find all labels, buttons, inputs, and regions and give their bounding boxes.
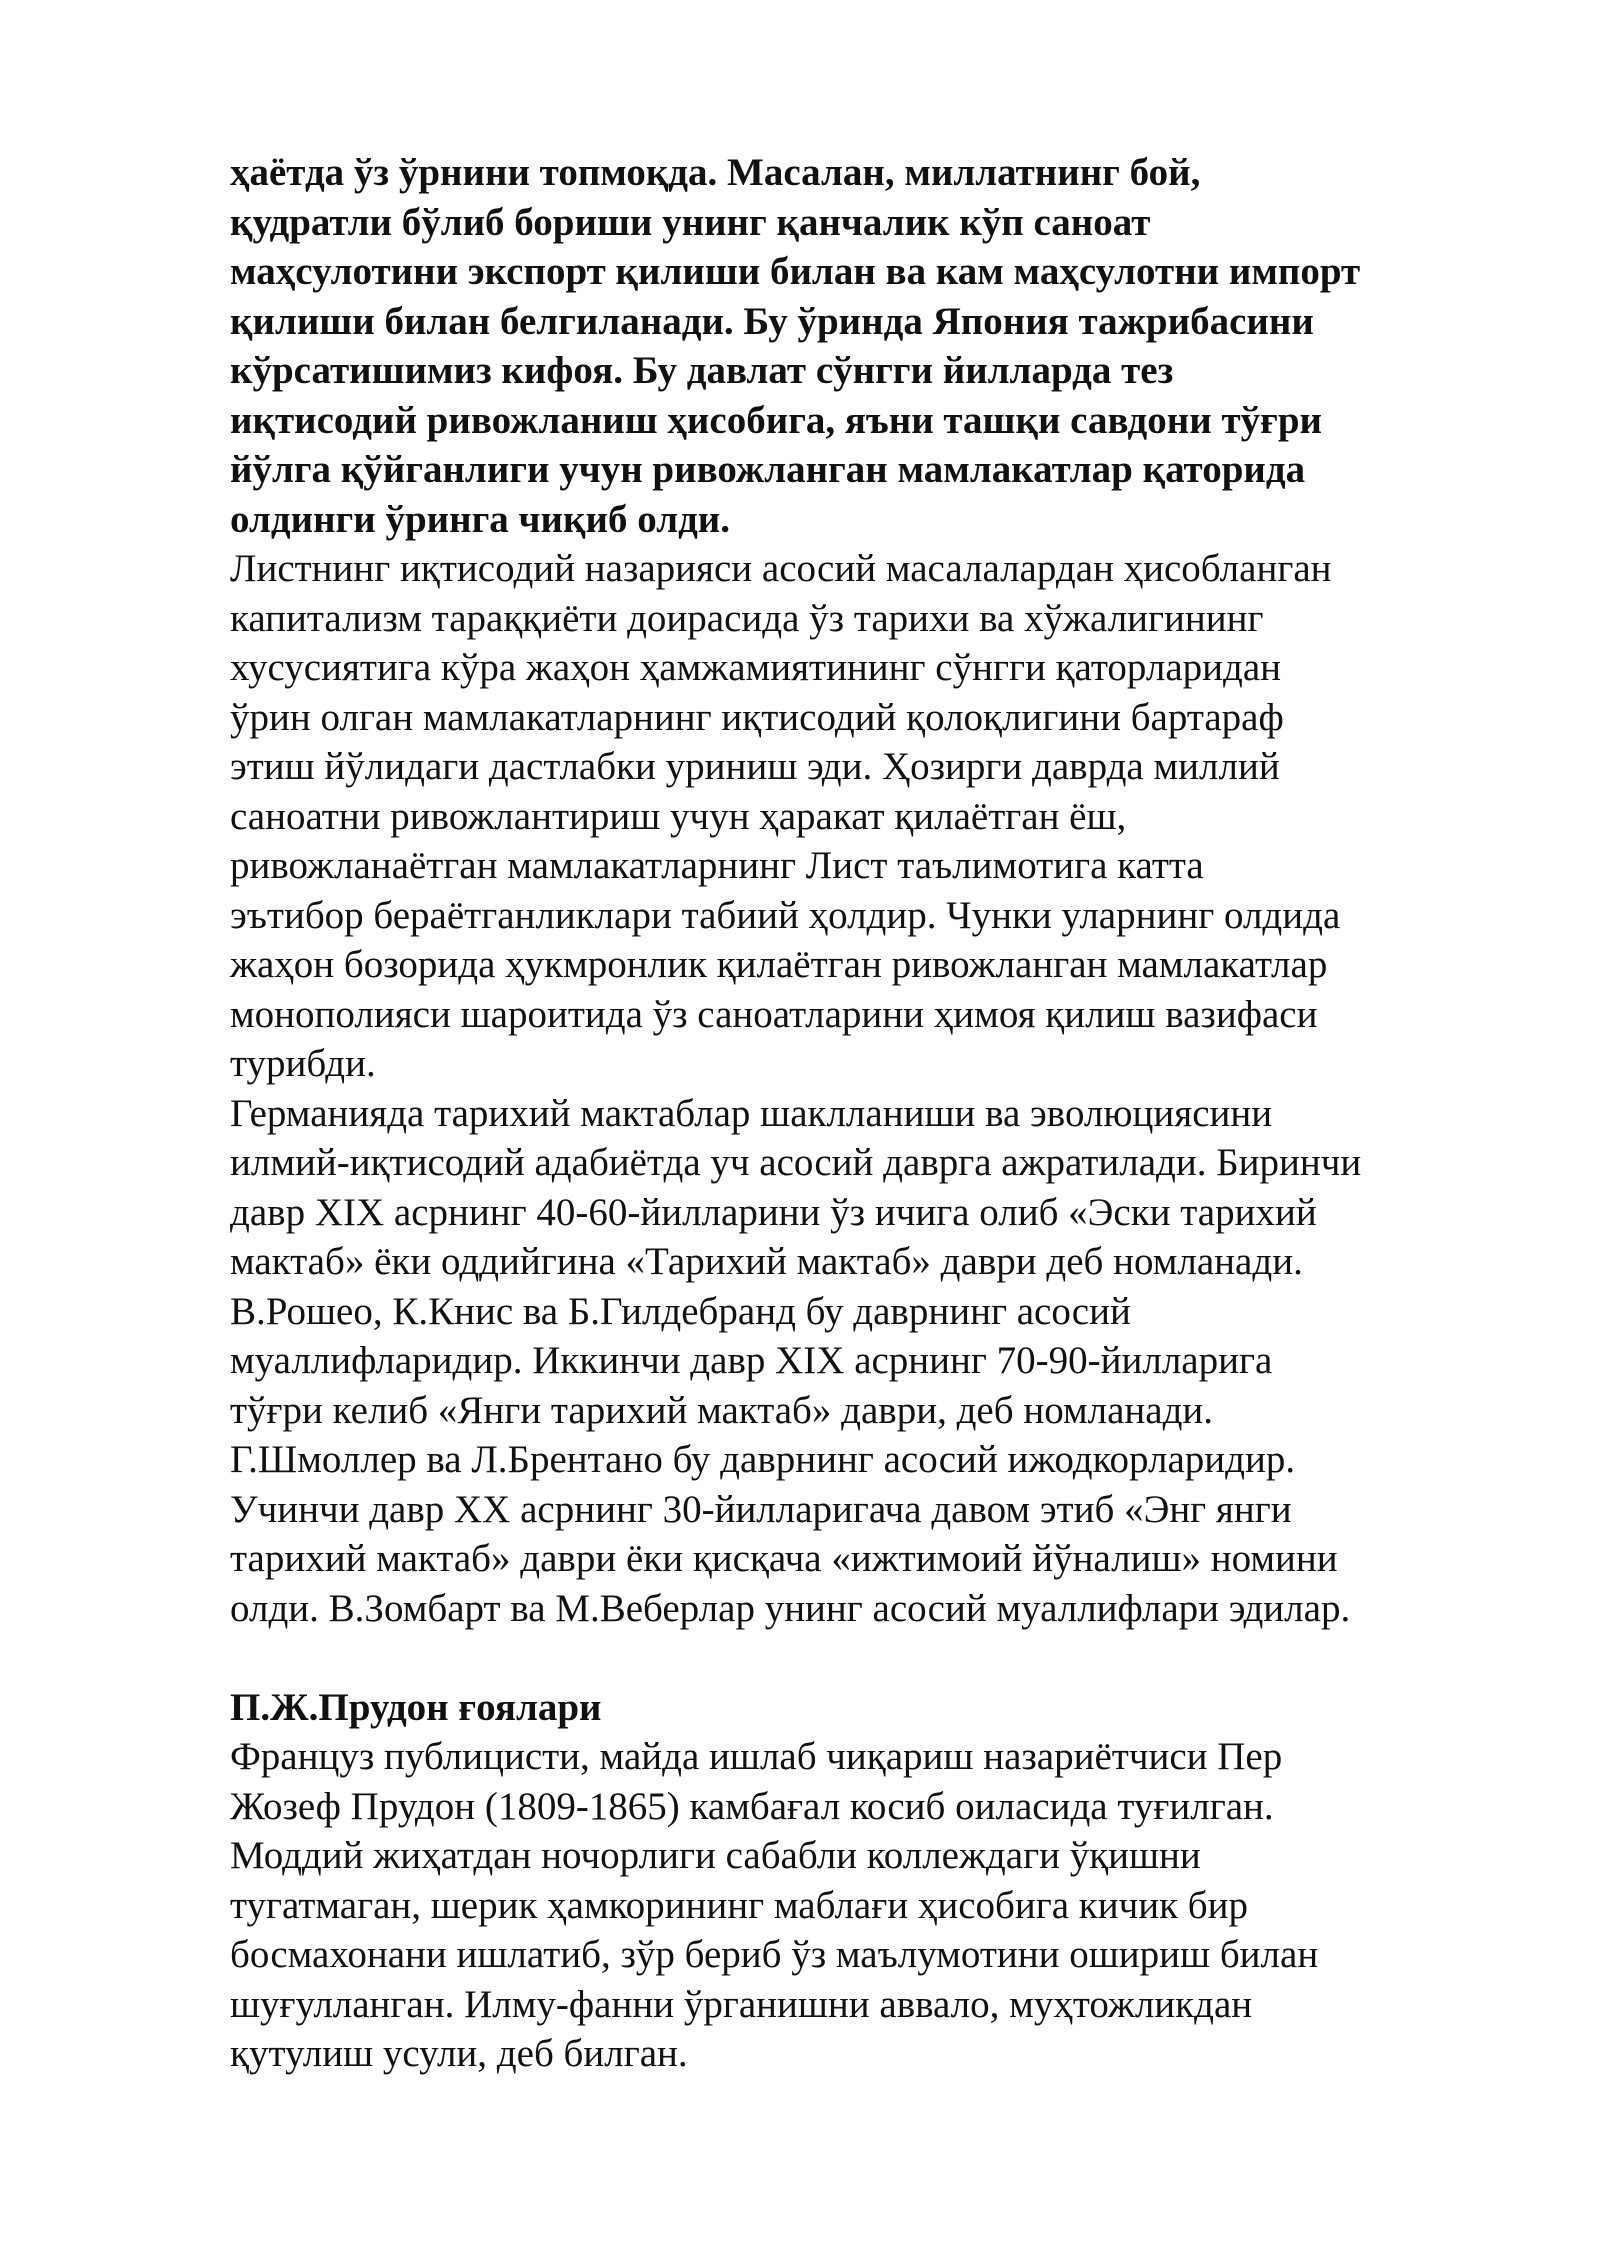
- text-line: иқтисодий ривожланиш ҳисобига, яъни ташқи савдони тўғри: [230, 398, 1322, 442]
- text-line: Германияда тарихий мактаблар шаклланиши ва эволюциясини: [230, 1091, 1273, 1135]
- heading-text: П.Ж.Прудон ғоялари: [230, 1685, 602, 1729]
- text-line: Листнинг иқтисодий назарияси асосий масалалардан ҳисобланган: [230, 547, 1332, 590]
- text-line: давр XIX асрнинг 40-60-йилларини ўз ичига олиб «Эски тарихий: [230, 1190, 1317, 1234]
- text-line: қудратли бўлиб бориши унинг қанчалик кўп саноат: [230, 200, 1151, 244]
- text-line: Г.Шмоллер ва Л.Брентано бу даврнинг асосий ижодкорларидир.: [230, 1438, 1296, 1481]
- text-line: кўрсатишимиз кифоя. Бу давлат сўнгги йилларда тез: [230, 349, 1174, 392]
- section-heading: [230, 1683, 1530, 1733]
- text-line: турибди.: [230, 1042, 376, 1085]
- text-line: олди. В.Зомбарт ва М.Веберлар унинг асосий муаллифлари эдилар.: [230, 1586, 1351, 1630]
- text-line: саноатни ривожлантириш учун ҳаракат қилаётган ёш,: [230, 794, 1127, 838]
- paragraph-historical-schools: [230, 1089, 1530, 1634]
- text-line: муаллифларидир. Иккинчи давр XIX асрнинг 70-90-йилларига: [230, 1339, 1273, 1382]
- text-line: мактаб» ёки оддийгина «Тарихий мактаб» даври деб номланади.: [230, 1240, 1303, 1283]
- text-line: Жозеф Прудон (1809-1865) камбағал косиб оиласида туғилган.: [230, 1784, 1274, 1828]
- text-line: тўғри келиб «Янги тарихий мактаб» даври, деб номланади.: [230, 1388, 1214, 1432]
- text-line: босмахонани ишлатиб, зўр бериб ўз маълумотини ошириш билан: [230, 1933, 1319, 1976]
- text-line: қутулиш усули, деб билган.: [230, 2032, 688, 2075]
- text-line: қилиши билан белгиланади. Бу ўринда Япония тажрибасини: [230, 299, 1314, 343]
- text-line: олдинги ўринга чиқиб олди.: [230, 497, 731, 541]
- text-line: этиш йўлидаги дастлабки уриниш эди. Ҳозирги даврда миллий: [230, 745, 1280, 788]
- text-line: Моддий жиҳатдан ночорлиги сабабли коллеждаги ўқишни: [230, 1834, 1201, 1877]
- paragraph-list-theory: [230, 544, 1530, 1089]
- document-page: [230, 148, 1530, 2079]
- text-line: йўлга қўйганлиги учун ривожланган мамлакатлар қаторида: [230, 448, 1306, 491]
- text-line: маҳсулотини экспорт қилиши билан ва кам маҳсулотни импорт: [230, 250, 1361, 293]
- text-line: тугатмаган, шерик ҳамкорининг маблағи ҳисобига кичик бир: [230, 1883, 1249, 1927]
- text-line: тарихий мактаб» даври ёки қисқача «ижтимоий йўналиш» номини: [230, 1537, 1338, 1580]
- text-line: эътибор бераётганликлари табиий ҳолдир. Чунки уларнинг олдида: [230, 893, 1341, 937]
- text-line: Учинчи давр XX асрнинг 30-йилларигача давом этиб «Энг янги: [230, 1487, 1292, 1531]
- text-line: монополияси шароитида ўз саноатларини ҳимоя қилиш вазифаси: [230, 992, 1318, 1036]
- text-line: илмий-иқтисодий адабиётда уч асосий даврга ажратилади. Биринчи: [230, 1141, 1362, 1184]
- text-line: ўрин олган мамлакатларнинг иқтисодий қолоқлигини бартараф: [230, 695, 1284, 739]
- paragraph-proudhon: [230, 1732, 1530, 2079]
- paragraph-intro-bold: [230, 148, 1530, 544]
- text-line: Француз публицисти, майда ишлаб чиқариш назариётчиси Пер: [230, 1735, 1283, 1778]
- text-line: ҳаётда ўз ўрнини топмоқда. Масалан, миллатнинг бой,: [230, 151, 1201, 194]
- text-line: жаҳон бозорида ҳукмронлик қилаётган ривожланган мамлакатлар: [230, 943, 1328, 986]
- text-line: ривожланаётган мамлакатларнинг Лист таълимотига катта: [230, 844, 1204, 887]
- text-line: хусусиятига кўра жаҳон ҳамжамиятининг сўнгги қаторларидан: [230, 646, 1282, 689]
- text-line: капитализм тараққиёти доирасида ўз тарихи ва хўжалигининг: [230, 596, 1264, 640]
- text-line: шуғулланган. Илму-фанни ўрганишни аввало, муҳтожликдан: [230, 1982, 1253, 2026]
- blank-line: [230, 1633, 1530, 1683]
- text-line: В.Рошео, К.Книс ва Б.Гилдебранд бу даврнинг асосий: [230, 1289, 1131, 1333]
